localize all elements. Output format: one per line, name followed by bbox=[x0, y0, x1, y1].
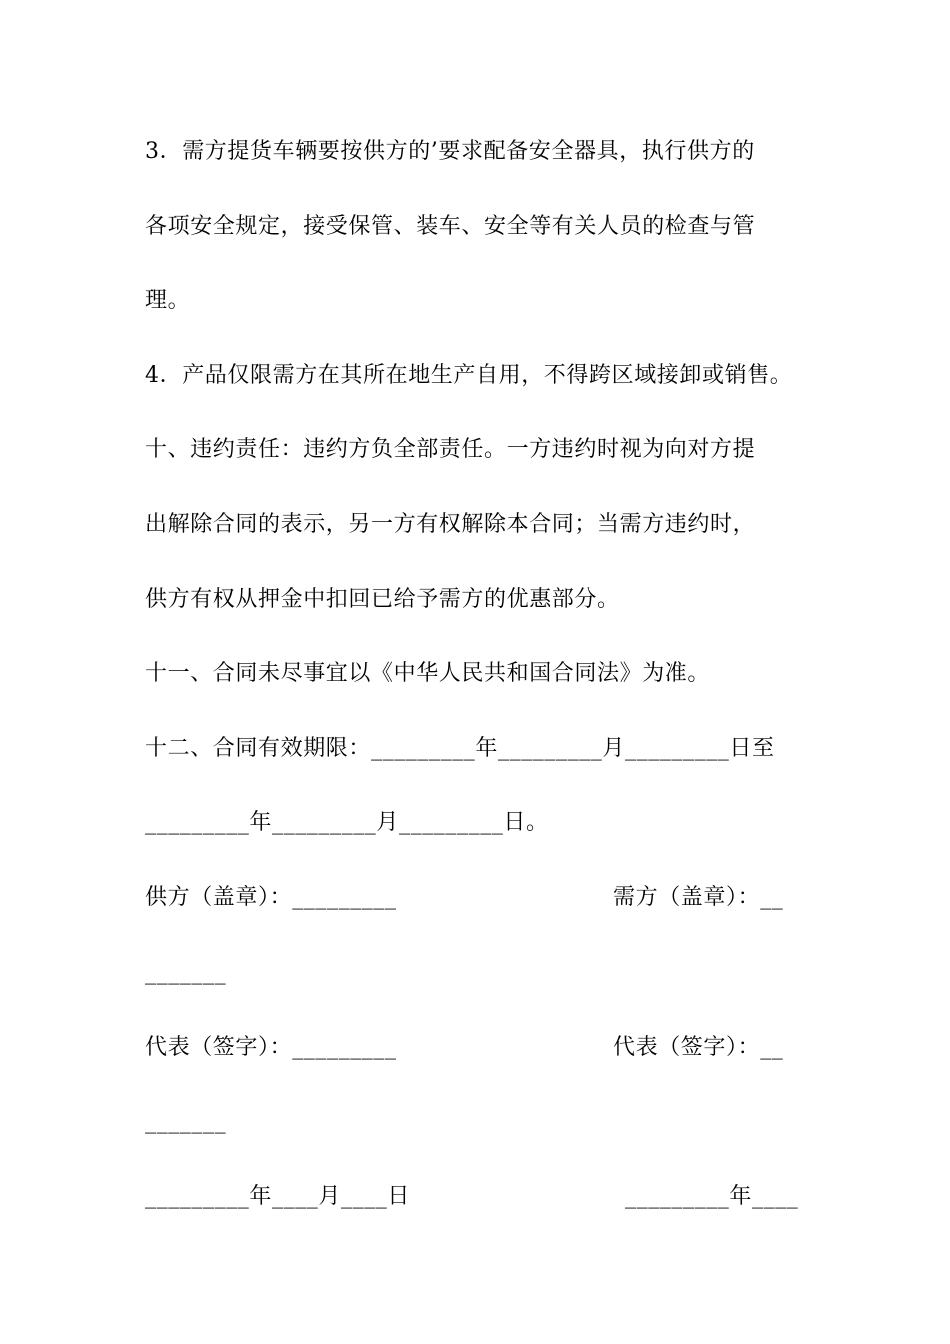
buyer-seal-field: 需方（盖章）：__ bbox=[613, 885, 784, 910]
clause-3-line-2: 各项安全规定，接受保管、装车、安全等有关人员的检查与管 bbox=[145, 214, 756, 239]
clause-3-line-3: 理。 bbox=[145, 288, 191, 313]
clause-11: 十一、合同未尽事宜以《中华人民共和国合同法》为准。 bbox=[145, 661, 711, 686]
clause-10-line-2: 出解除合同的表示，另一方有权解除本合同；当需方违约时， bbox=[145, 512, 756, 537]
clause-3-line-1: 3．需方提货车辆要按供方的’要求配备安全器具，执行供方的 bbox=[145, 139, 755, 164]
supplier-representative-field: 代表（签字）：_________ bbox=[145, 1035, 397, 1060]
buyer-representative-field-continued: _______ bbox=[145, 1109, 227, 1134]
clause-10-line-1: 十、违约责任：违约方负全部责任。一方违约时视为向对方提 bbox=[145, 437, 756, 462]
clause-4: 4．产品仅限需方在其所在地生产自用，不得跨区域接卸或销售。 bbox=[145, 363, 793, 388]
buyer-seal-field-continued: _______ bbox=[145, 960, 227, 985]
clause-10-line-3: 供方有权从押金中扣回已给予需方的优惠部分。 bbox=[145, 587, 620, 612]
buyer-representative-field: 代表（签字）：__ bbox=[613, 1035, 784, 1060]
supplier-date-field: _________年____月____日 bbox=[145, 1184, 411, 1209]
supplier-seal-field: 供方（盖章）：_________ bbox=[145, 885, 397, 910]
clause-12-line-2: _________年_________月_________日。 bbox=[145, 810, 549, 835]
clause-12-line-1: 十二、合同有效期限：_________年_________月_________日至 bbox=[145, 736, 775, 761]
buyer-date-field: _________年____ bbox=[625, 1184, 799, 1209]
